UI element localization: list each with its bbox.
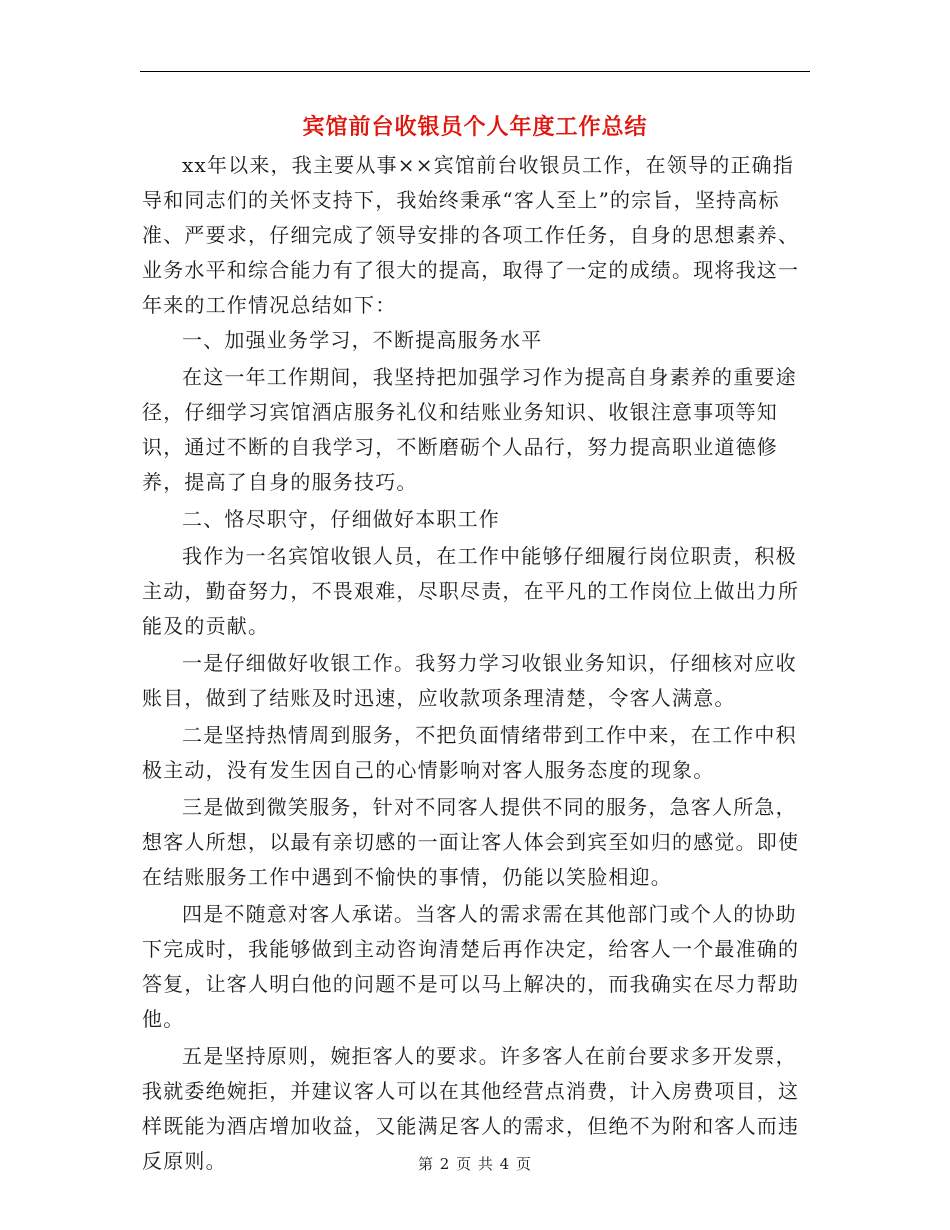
section-heading-2: 二、恪尽职守，仔细做好本职工作 xyxy=(182,507,500,531)
intro-paragraph: xx年以来，我主要从事××宾馆前台收银员工作，在领导的正确指导和同志们的关怀支持下，我始终秉承“客人至上”的宗旨，坚持高标准、严要求，仔细完成了领导安排的各项工作任务，自身的思想素养、业务水平和综合能力有了很大的提高，取得了一定的成绩。现将我这一年来的工作情况总结如下： xyxy=(142,153,800,317)
page-footer: 第 2 页 共 4 页 xyxy=(418,1155,532,1173)
point-5-paragraph: 五是坚持原则，婉拒客人的要求。许多客人在前台要求多开发票，我就委绝婉拒，并建议客人可以在其他经营点消费，计入房费项目，这样既能为酒店增加收益，又能满足客人的需求，但绝不为附和客人而违反原则。 xyxy=(142,1044,800,1173)
section-1-paragraph: 在这一年工作期间，我坚持把加强学习作为提高自身素养的重要途径，仔细学习宾馆酒店服务礼仪和结账业务知识、收银注意事项等知识，通过不断的自我学习，不断磨砺个人品行，努力提高职业道德修养，提高了自身的服务技巧。 xyxy=(142,365,797,494)
document-title: 宾馆前台收银员个人年度工作总结 xyxy=(302,114,648,140)
point-1-paragraph: 一是仔细做好收银工作。我努力学习收银业务知识，仔细核对应收账目，做到了结账及时迅速，应收款项条理清楚，令客人满意。 xyxy=(142,651,797,710)
section-heading-1: 一、加强业务学习，不断提高服务水平 xyxy=(182,328,543,352)
point-2-paragraph: 二是坚持热情周到服务，不把负面情绪带到工作中来，在工作中积极主动，没有发生因自己的心情影响对客人服务态度的现象。 xyxy=(142,723,797,782)
header-rule xyxy=(140,71,810,72)
section-2-paragraph: 我作为一名宾馆收银人员，在工作中能够仔细履行岗位职责，积极主动，勤奋努力，不畏艰难，尽职尽责，在平凡的工作岗位上做出力所能及的贡献。 xyxy=(142,544,800,638)
document-body xyxy=(142,148,810,1179)
point-4-paragraph: 四是不随意对客人承诺。当客人的需求需在其他部门或个人的协助下完成时，我能够做到主动咨询清楚后再作决定，给客人一个最准确的答复，让客人明白他的问题不是可以马上解决的，而我确实在尽力帮助他。 xyxy=(142,902,800,1031)
point-3-paragraph: 三是做到微笑服务，针对不同客人提供不同的服务，急客人所急，想客人所想，以最有亲切感的一面让客人体会到宾至如归的感觉。即使在结账服务工作中遇到不愉快的事情，仍能以笑脸相迎。 xyxy=(142,795,800,889)
